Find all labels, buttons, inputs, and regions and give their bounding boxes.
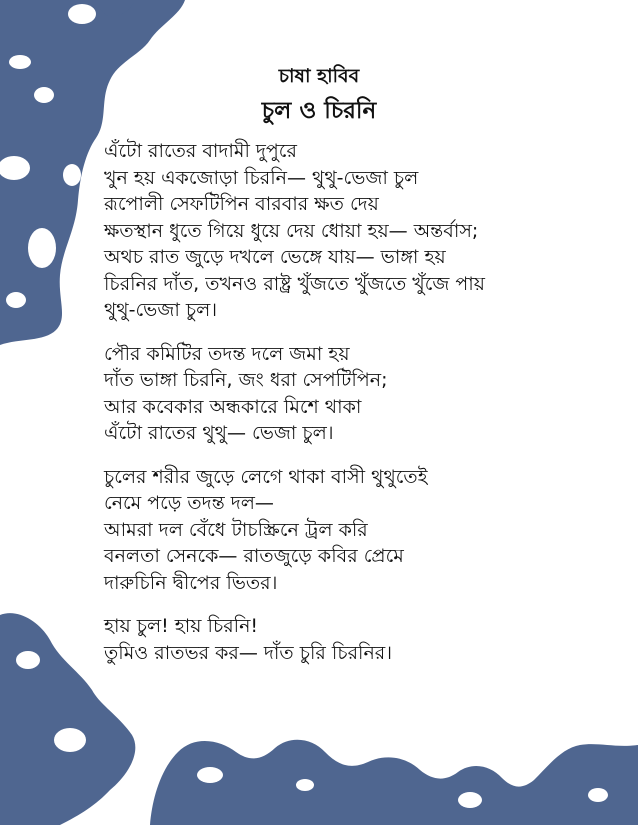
poem-line: খুন হয় একজোড়া চিরনি— থুথু-ভেজা চুল xyxy=(104,166,419,189)
poem-title: চুল ও চিরনি xyxy=(261,98,377,124)
poem-line: নেমে পড়ে তদন্ত দল— xyxy=(104,492,274,514)
poem-line: দাঁত ভাঙ্গা চিরনি, জং ধরা সেপটিপিন; xyxy=(104,369,388,391)
poem-line: দারুচিনি দ্বীপের ভিতর। xyxy=(104,571,278,594)
poem-line: চিরনির দাঁত, তখনও রাষ্ট্র খুঁজতে খুঁজতে খুঁজে পায় xyxy=(104,272,486,295)
author-name: চাষা হাবিব xyxy=(278,65,360,87)
poem-line: এঁটো রাতের থুথু— ভেজা চুল। xyxy=(104,422,334,444)
poem-line: চুলের শরীর জুড়ে লেগে থাকা বাসী থুথুতেই xyxy=(104,465,428,488)
stanza-1 xyxy=(104,138,624,324)
poem-line: পৌর কমিটির তদন্ত দলে জমা হয় xyxy=(104,342,350,365)
poem-line: থুথু-ভেজা চুল। xyxy=(104,299,218,321)
stanza-2 xyxy=(104,341,624,447)
poem-line: ক্ষতস্থান ধুতে গিয়ে ধুয়ে দেয় ধোয়া হয়— অন্তর্বাস; xyxy=(104,219,479,242)
stanza-3 xyxy=(104,464,624,597)
poem-line: রূপোলী সেফটিপিন বারবার ক্ষত দেয় xyxy=(104,193,379,215)
poem-line: বনলতা সেনকে— রাতজুড়ে কবির প্রেমে xyxy=(104,545,404,567)
poem-line: আমরা দল বেঁধে টাচস্ক্রিনে ট্রল করি xyxy=(104,518,368,541)
stanza-4 xyxy=(104,613,624,666)
poem-line: এঁটো রাতের বাদামী দুপুরে xyxy=(104,140,297,162)
poem-line: অথচ রাত জুড়ে দখলে ভেঙ্গে যায়— ভাঙ্গা হয় xyxy=(104,246,446,268)
poem-line: হায় চুল! হায় চিরনি! xyxy=(104,615,259,637)
poem-line: তুমিও রাতভর কর— দাঁত চুরি চিরনির। xyxy=(104,641,393,664)
poem-line: আর কবেকার অন্ধকারে মিশে থাকা xyxy=(104,395,362,418)
poem-body xyxy=(104,138,624,683)
